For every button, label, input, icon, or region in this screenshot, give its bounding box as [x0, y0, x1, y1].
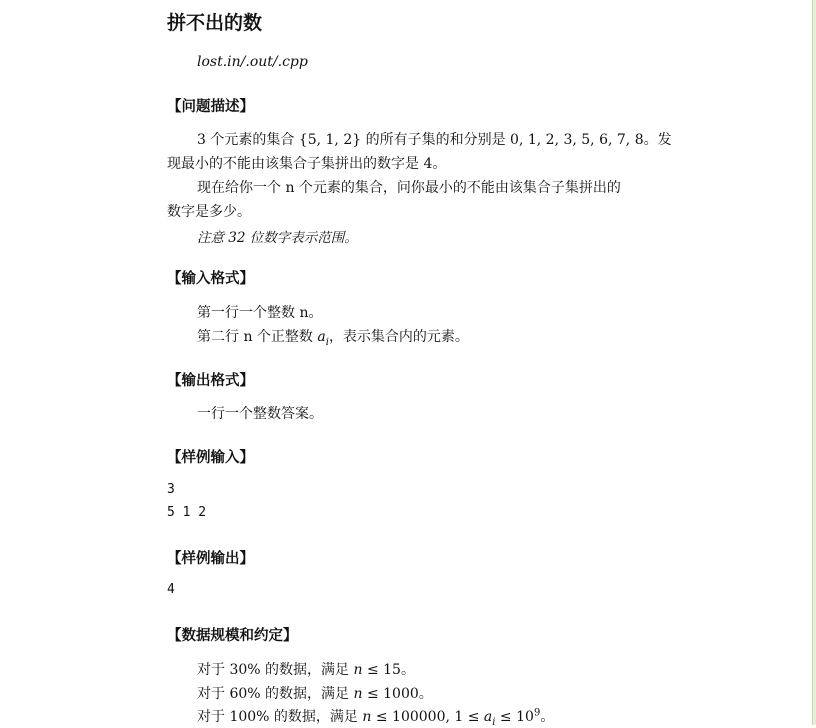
- sample-input-line-2: 5 1 2: [167, 505, 207, 520]
- description-line-3: 现在给你一个 n 个元素的集合，问你最小的不能由该集合子集拼出的: [197, 180, 621, 196]
- description-note: 注意 32 位数字表示范围。: [197, 230, 358, 246]
- page-edge: [812, 0, 816, 725]
- constraints-heading: 【数据规模和约定】: [167, 628, 298, 644]
- sample-output-line-1: 4: [167, 582, 175, 597]
- input-line-2-pre: 第二行 n 个正整数: [197, 329, 318, 345]
- input-heading: 【输入格式】: [167, 271, 254, 287]
- constraints-line-2-post: ≤ 1000。: [362, 686, 433, 702]
- source-filename: lost.in/.out/.cpp: [197, 54, 308, 70]
- constraints-line-1: [197, 659, 415, 679]
- constraints-line-3-var2: a: [483, 709, 493, 725]
- input-line-1: 第一行一个整数 n。: [197, 305, 323, 321]
- constraints-line-2: [197, 683, 433, 703]
- input-line-2-post: ，表示集合内的元素。: [328, 329, 469, 345]
- input-sub-i: i: [325, 336, 329, 348]
- constraints-line-1-pre: 对于 30% 的数据，满足: [197, 662, 354, 678]
- sample-input-heading: 【样例输入】: [167, 450, 254, 466]
- description-line-4: 数字是多少。: [167, 204, 251, 220]
- output-heading: 【输出格式】: [167, 373, 254, 389]
- sample-output-heading: 【样例输出】: [167, 551, 254, 567]
- page-title: 拼不出的数: [167, 12, 263, 34]
- constraints-line-2-pre: 对于 60% 的数据，满足: [197, 686, 354, 702]
- constraints-line-3-mid2: ≤ 10: [495, 709, 534, 725]
- constraints-line-3-pre: 对于 100% 的数据，满足: [197, 709, 363, 725]
- constraints-line-1-post: ≤ 15。: [362, 662, 415, 678]
- input-line-2: [197, 326, 469, 348]
- constraints-line-3-mid: ≤ 100000, 1 ≤: [371, 709, 484, 725]
- description-line-2: 现最小的不能由该集合子集拼出的数字是 4。: [167, 156, 447, 172]
- constraints-line-3-sup: 9: [533, 707, 541, 719]
- constraints-line-3-post: 。: [540, 709, 555, 725]
- description-line-1: 3 个元素的集合 {5, 1, 2} 的所有子集的和分别是 0, 1, 2, 3, 5, 6, 7, 8。发: [197, 132, 672, 148]
- constraints-line-3-var: n: [362, 709, 372, 725]
- constraints-line-3-sub: i: [492, 716, 496, 728]
- input-var-a: a: [317, 329, 326, 345]
- output-line-1: 一行一个整数答案。: [197, 406, 323, 422]
- constraints-line-2-var: n: [353, 686, 363, 702]
- sample-input-line-1: 3: [167, 482, 175, 497]
- description-heading: 【问题描述】: [167, 99, 254, 115]
- constraints-line-1-var: n: [353, 662, 363, 678]
